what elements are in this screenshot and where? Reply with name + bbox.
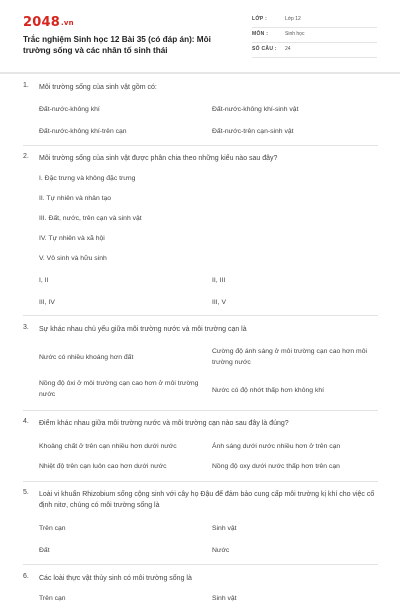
question-divider [23,481,378,482]
meta-key: MÔN : [252,31,269,37]
answer-option-d[interactable]: III, V [212,299,226,306]
question-divider [23,564,378,565]
meta-value: 24 [285,46,291,52]
meta-value: Sinh học [285,31,305,37]
logo-main-text: 2048 [23,15,60,30]
answer-option-c[interactable]: Đất [39,547,50,554]
meta-row-class [252,13,377,28]
question-text: Loài vi khuẩn Rhizobium sống cộng sinh với cây họ Đậu để đảm bảo cung cấp môi trường kị khí cho việc cố định nitơ, chúng có môi trường sống là [39,491,375,509]
answer-option-a[interactable]: I, II [39,277,49,284]
statement: III. Đất, nước, trên cạn và sinh vật [39,215,142,222]
meta-key: SỐ CÂU : [252,46,277,52]
question-text: Môi trường sống của sinh vật được phân chia theo những kiểu nào sau đây? [39,155,278,162]
answer-option-c[interactable]: Nồng độ ôxi ở môi trường cạn cao hơn ở môi trường nước [39,380,199,398]
answer-option-b[interactable]: Cường độ ánh sáng ở môi trường cạn cao hơn môi trường nước [212,348,368,366]
header-divider [0,72,400,74]
answer-option-d[interactable]: Nồng độ oxy dưới nước thấp hơn trên cạn [212,463,340,470]
meta-table [252,13,377,58]
statement: II. Tự nhiên và nhân tạo [39,195,112,202]
answer-option-c[interactable]: Nhiệt độ trên cạn luôn cao hơn dưới nước [39,463,167,470]
meta-key: LỚP : [252,16,268,22]
statement: V. Vô sinh và hữu sinh [39,255,107,262]
answer-option-a[interactable]: Trên cạn [39,595,66,602]
answer-option-b[interactable]: Sinh vật [212,595,237,602]
question-divider [23,315,378,316]
answer-option-d[interactable]: Đất-nước-trên cạn-sinh vật [212,128,294,135]
answer-option-c[interactable]: III, IV [39,299,55,306]
answer-option-a[interactable]: Nước có nhiều khoáng hơn đất [39,354,134,361]
question-number: 5. [23,489,29,496]
answer-option-a[interactable]: Trên cạn [39,525,66,532]
question-number: 1. [23,82,29,89]
question-number: 6. [23,573,29,580]
question-divider [23,410,378,411]
question-number: 2. [23,153,29,160]
question-text: Sự khác nhau chủ yếu giữa môi trường nước và môi trường cạn là [39,326,247,333]
statement: I. Đặc trưng và không đặc trưng [39,175,136,182]
answer-option-d[interactable]: Nước có độ nhớt thấp hơn không khí [212,387,325,394]
site-logo[interactable] [23,15,74,30]
answer-option-b[interactable]: Đất-nước-không khí-sinh vật [212,106,299,113]
page-title: Trắc nghiệm Sinh học 12 Bài 35 (có đáp án): Môi trường sống và các nhân tố sinh thái [23,35,211,55]
answer-option-b[interactable]: Ánh sáng dưới nước nhiều hơn ở trên cạn [212,443,341,450]
question-text: Các loài thực vật thủy sinh có môi trường sống là [39,575,192,582]
page-header [0,0,400,66]
question-number: 3. [23,324,29,331]
meta-value: Lớp 12 [285,16,301,22]
question-text: Điểm khác nhau giữa môi trường nước và môi trường cạn nào sau đây là đúng? [39,420,289,427]
question-divider [23,145,378,146]
question-text: Môi trường sống của sinh vật gồm có: [39,84,157,91]
answer-option-a[interactable]: Khoảng chất ở trên cạn nhiều hơn dưới nước [39,443,177,450]
logo-tld-text: .vn [60,19,74,27]
answer-option-b[interactable]: II, III [212,277,226,284]
meta-row-subject [252,28,377,43]
answer-option-b[interactable]: Sinh vật [212,525,237,532]
answer-option-d[interactable]: Nước [212,547,230,554]
answer-option-c[interactable]: Đất-nước-không khí-trên cạn [39,128,127,135]
statement: IV. Tự nhiên và xã hội [39,235,105,242]
question-number: 4. [23,418,29,425]
meta-row-count [252,43,377,58]
answer-option-a[interactable]: Đất-nước-không khí [39,106,100,113]
